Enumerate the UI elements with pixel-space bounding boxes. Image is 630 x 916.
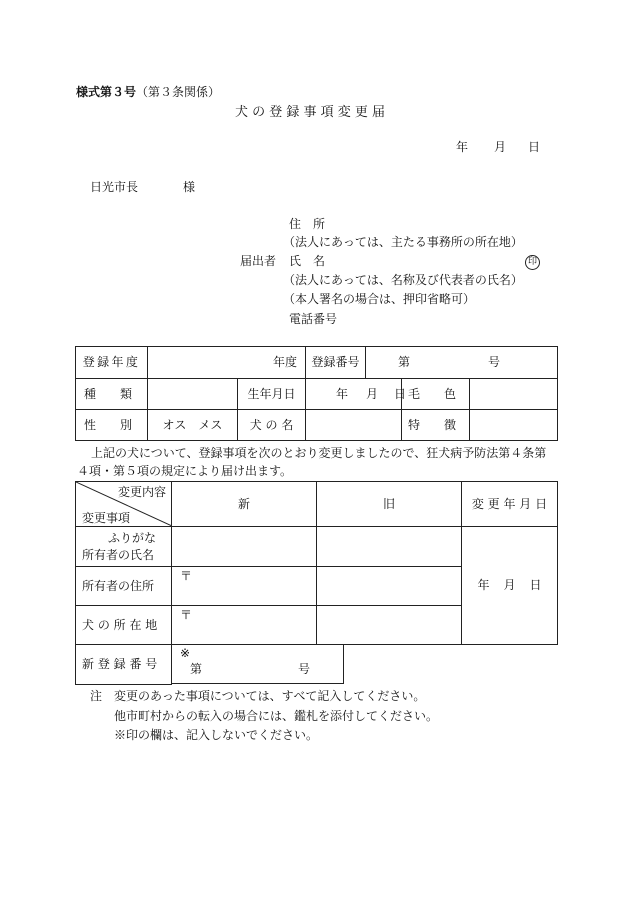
change-date-month: 月: [503, 578, 516, 593]
change-date-field[interactable]: [462, 527, 558, 645]
postal-mark: 〒: [180, 569, 193, 583]
applicant-name-note: （法人にあっては、名称及び代表者の氏名）: [283, 273, 523, 287]
asterisk-mark: ※: [180, 646, 191, 660]
dog-location-label: 犬 の 所 在 地: [76, 606, 172, 645]
sex-label: 性 別: [76, 410, 148, 441]
corner-header: [76, 482, 172, 527]
owner-name-label: [76, 527, 172, 567]
birth-date-label: 生年月日: [238, 379, 306, 410]
statement-line-2: ４項・第５項の規定により届け出ます。: [77, 464, 293, 478]
addressee-name: 日光市長: [90, 180, 139, 194]
sex-options[interactable]: オス メス: [148, 410, 238, 441]
addressee-honorific: 様: [183, 180, 196, 194]
form-number: [76, 86, 220, 98]
change-date-year: 年: [477, 578, 490, 593]
birth-month-suffix: 月: [366, 386, 379, 401]
table-row: [76, 645, 558, 685]
birth-date-field[interactable]: [306, 379, 407, 410]
reg-no-label: 登録番号: [306, 347, 366, 379]
document-title: 犬 の 登 録 事 項 変 更 届: [235, 105, 386, 120]
owner-address-new[interactable]: [172, 567, 317, 606]
date-day: 日: [528, 140, 541, 154]
form-related-article: （第３条関係）: [136, 85, 221, 99]
corner-bottom-label: 変更事項: [82, 511, 131, 525]
table-row: [76, 527, 558, 567]
applicant-name-label: 氏 名: [289, 254, 326, 268]
dog-name-label: 犬 の 名: [238, 410, 306, 441]
coat-color-field[interactable]: [470, 379, 558, 410]
breed-label: 種 類: [76, 379, 148, 410]
reg-year-field[interactable]: [148, 347, 306, 379]
note-2: 他市町村からの転入の場合には、鑑札を添付してください。: [114, 709, 439, 723]
empty-cell: [462, 645, 558, 685]
applicant-label: 届出者: [240, 254, 277, 268]
statement-line-1: 上記の犬について、登録事項を次のとおり変更しましたので、狂犬病予防法第４条第: [91, 446, 547, 460]
features-field[interactable]: [470, 410, 558, 441]
date-year: 年: [456, 140, 469, 154]
birth-day-suffix: 日: [394, 386, 407, 401]
change-table: [75, 481, 558, 685]
features-label: 特 徴: [402, 410, 470, 441]
coat-color-label: 毛 色: [402, 379, 470, 410]
new-column-header: 新: [172, 482, 317, 527]
dog-location-old[interactable]: [317, 606, 462, 645]
table-row: [76, 347, 558, 379]
owner-address-label: 所有者の住所: [76, 567, 172, 606]
table-row: [76, 379, 558, 410]
change-date-header: 変 更 年 月 日: [462, 482, 558, 527]
dog-info-table: [75, 346, 558, 441]
change-date-day: 日: [529, 578, 542, 593]
breed-field[interactable]: [148, 379, 238, 410]
reg-no-prefix: 第: [398, 355, 411, 370]
new-reg-no-wrapper: [172, 645, 462, 685]
new-reg-no-suffix: 号: [298, 662, 311, 676]
owner-name-text: 所有者の氏名: [82, 547, 155, 562]
reg-no-suffix: 号: [488, 355, 501, 370]
applicant-address-note: （法人にあっては、主たる事務所の所在地）: [283, 235, 523, 249]
table-row: [76, 410, 558, 441]
owner-name-new[interactable]: [172, 527, 317, 567]
table-row: [76, 482, 558, 527]
note-3: ※印の欄は、記入しないでください。: [114, 728, 319, 742]
new-reg-no-label: 新 登 録 番 号: [76, 645, 172, 685]
reg-year-suffix: 年度: [273, 355, 298, 370]
seal-mark: [525, 254, 540, 270]
postal-mark: 〒: [180, 608, 193, 622]
note-prefix: 注: [90, 689, 103, 703]
furigana-label: ふりがな: [108, 531, 157, 546]
new-reg-no-field[interactable]: [172, 645, 344, 684]
seal-stamp: 印: [525, 255, 540, 270]
applicant-phone-label: 電話番号: [289, 312, 338, 326]
dog-name-field[interactable]: [306, 410, 402, 441]
corner-top-label: 変更内容: [118, 485, 167, 499]
reg-no-field[interactable]: [366, 347, 558, 379]
birth-year-suffix: 年: [336, 386, 349, 401]
new-reg-no-prefix: 第: [190, 662, 203, 676]
note-1: 変更のあった事項については、すべて記入してください。: [114, 689, 426, 703]
reg-year-label: 登録年度: [76, 347, 148, 379]
date-month: 月: [494, 140, 507, 154]
form-number-label: 様式第３号: [76, 85, 137, 99]
dog-location-new[interactable]: [172, 606, 317, 645]
old-column-header: 旧: [317, 482, 462, 527]
owner-name-old[interactable]: [317, 527, 462, 567]
applicant-address-label: 住 所: [289, 217, 326, 231]
owner-address-old[interactable]: [317, 567, 462, 606]
applicant-sign-note: （本人署名の場合は、押印省略可）: [283, 292, 476, 306]
